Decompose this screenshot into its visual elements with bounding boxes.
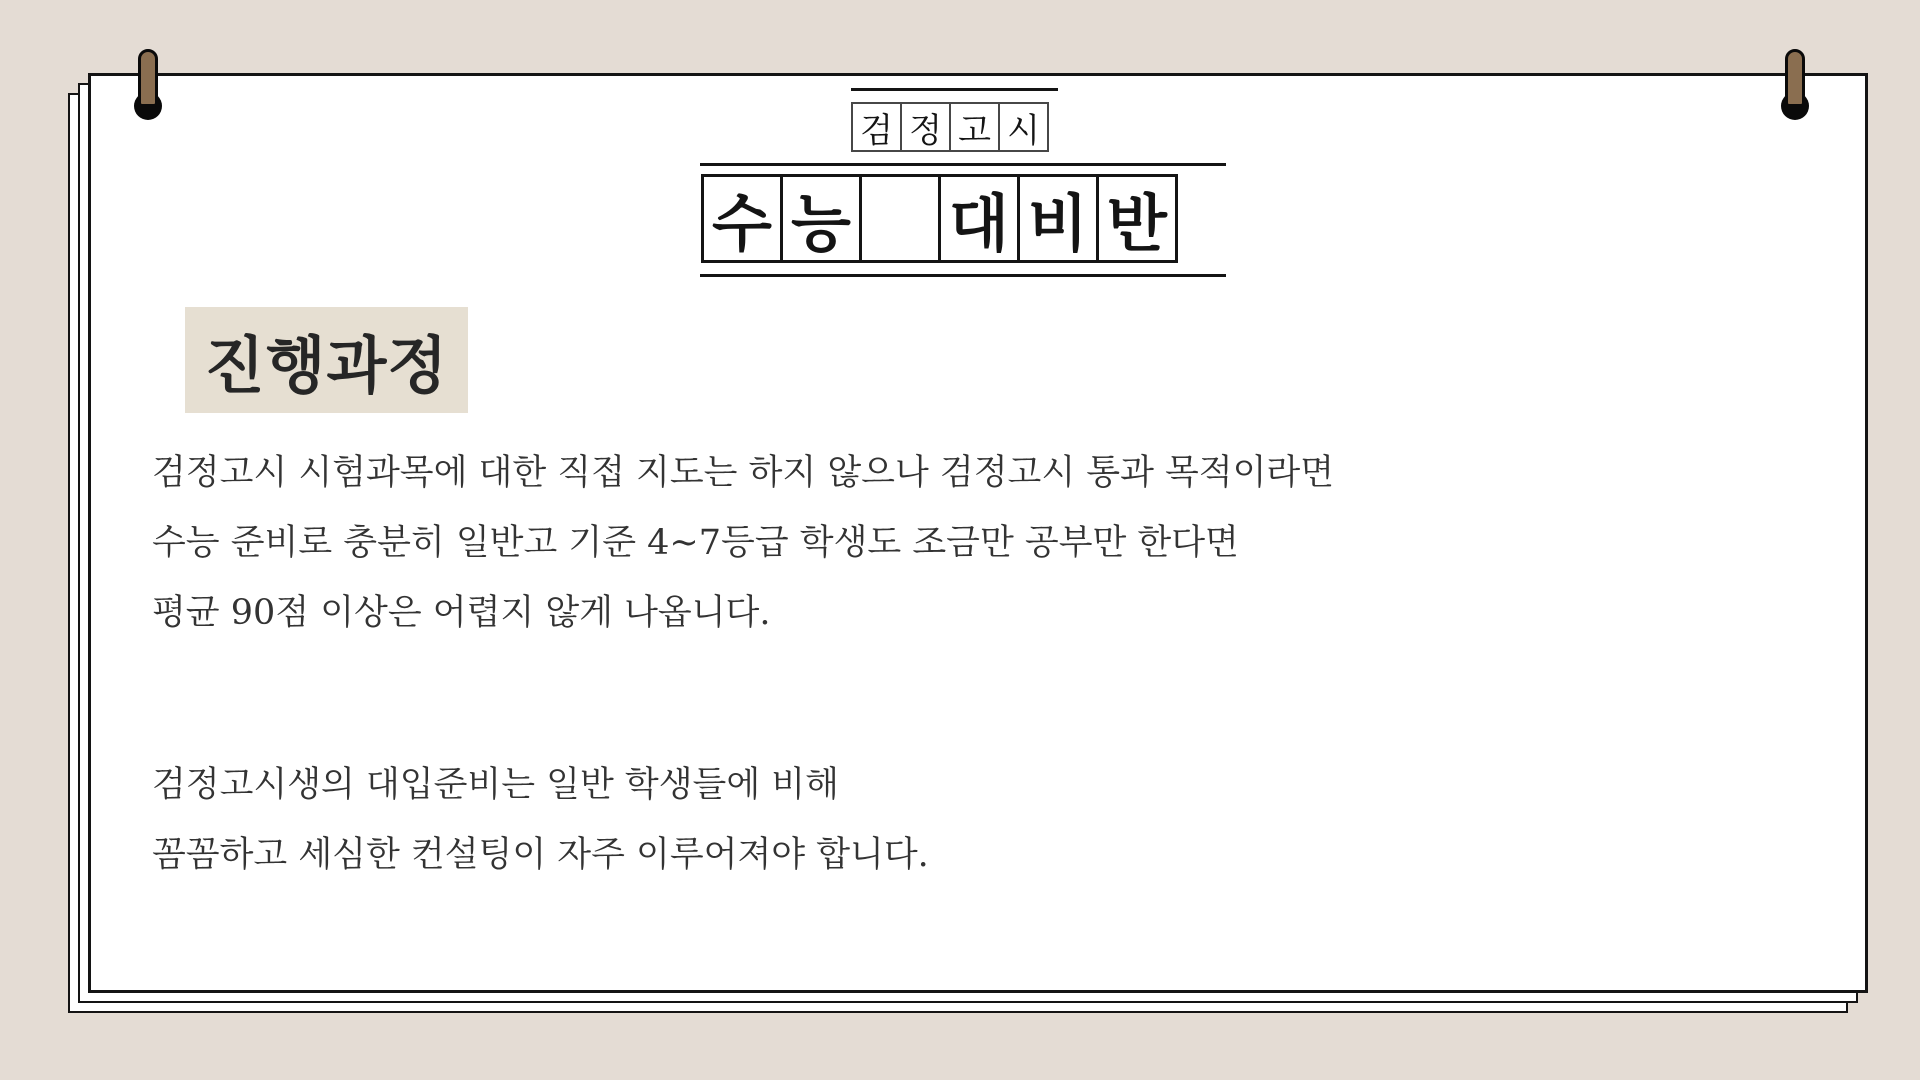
title-cell: 능 xyxy=(780,174,862,263)
text-line: 수능 준비로 충분히 일반고 기준 4~7등급 학생도 조금만 공부만 한다면 xyxy=(152,523,1239,563)
title-cell: 반 xyxy=(1096,174,1178,263)
exam-label-grid xyxy=(851,102,1047,152)
text-line: 꼼꼼하고 세심한 컨설팅이 자주 이루어져야 합니다. xyxy=(152,835,929,875)
section-heading: 진행과정 xyxy=(204,328,449,402)
text-line: 검정고시생의 대입준비는 일반 학생들에 비해 xyxy=(152,765,839,805)
exam-label-cell: 시 xyxy=(998,102,1049,152)
body-paragraph-2 xyxy=(152,750,929,890)
header-top-rule xyxy=(851,88,1058,91)
exam-label-cell: 정 xyxy=(900,102,951,152)
right-pushpin-icon xyxy=(1778,40,1812,130)
text-line: 평균 90점 이상은 어렵지 않게 나옵니다. xyxy=(152,593,771,633)
text-line: 검정고시 시험과목에 대한 직접 지도는 하지 않으나 검정고시 통과 목적이라면 xyxy=(152,453,1335,493)
pushpin-stick xyxy=(1785,49,1805,107)
title-cell: 수 xyxy=(701,174,783,263)
pushpin-stick xyxy=(138,49,158,107)
title-grid xyxy=(701,174,1175,263)
left-pushpin-icon xyxy=(131,40,165,130)
exam-label-cell: 검 xyxy=(851,102,902,152)
title-cell-empty xyxy=(859,174,941,263)
title-cell: 비 xyxy=(1017,174,1099,263)
section-heading-highlight xyxy=(185,307,468,413)
exam-label-cell: 고 xyxy=(949,102,1000,152)
header-middle-rule xyxy=(700,163,1226,166)
body-paragraph-1 xyxy=(152,438,1334,648)
title-cell: 대 xyxy=(938,174,1020,263)
header-bottom-rule xyxy=(700,274,1226,277)
